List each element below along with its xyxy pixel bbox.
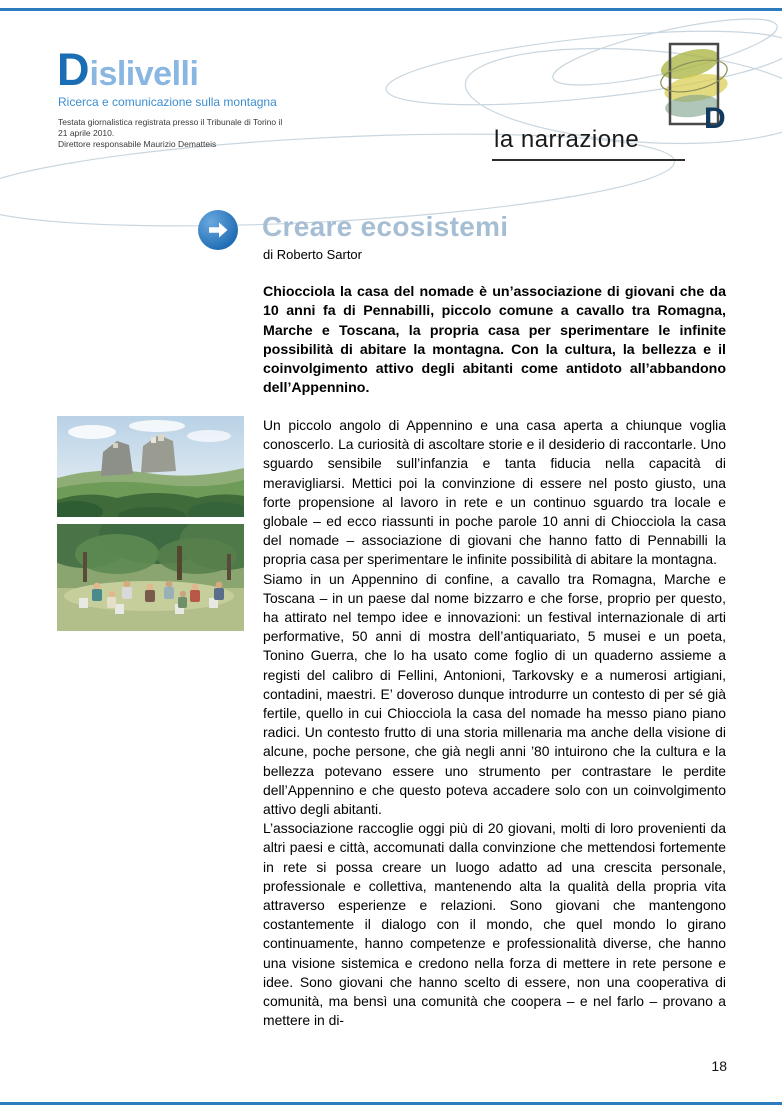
arrow-right-icon [206,218,230,242]
photo-pennabilli-landscape [57,416,244,517]
article-arrow-badge [198,210,238,250]
registration-note [58,117,288,150]
article-title: Creare ecosistemi [262,211,509,242]
top-blue-rule [0,8,782,11]
gathering-photo-illustration [57,524,244,631]
brand-initial: D [57,44,90,95]
brand-wordmark [57,44,198,96]
landscape-photo-illustration [57,416,244,517]
director-line: Direttore responsabile Maurizio Dematteis [58,139,217,149]
bottom-blue-rule [0,1102,782,1105]
registration-line: Testata giornalistica registrata presso il Tribunale di Torino il 21 aprile 2010. [58,117,283,138]
article-paragraph: Siamo in un Appennino di confine, a cavallo tra Romagna, Marche e Toscana – in un paese dal nome bizzarro e che forse, proprio per questo, ha attirato nel tempo idee e innovazioni: un festival internazionale di arti performative, 50 anni di mostra dell’antiquariato, 5 musei e un poeta, Tonino Guerra, che lo ha usato come foglio di un quaderno assieme a registi del calibro di Fellini, Antonioni, Tarkovsky e a numerosi artigiani, contadini, maestri. E’ doveroso dunque introdurre un contesto di per sé già fertile, quello in cui Chiocciola la casa del nomade ha messo piano piano radici. Un contesto frutto di una storia millenaria ma anche della visione di alcune, poche persone, che già negli anni ’80 intuirono che la cultura e la bellezza potevano essere uno strumento per contrastare le perdite dell’Appennino e che questo poteva accadere solo con un coinvolgimento attivo degli abitanti. [263,570,726,818]
photo-outdoor-gathering [57,524,244,631]
brand-tagline: Ricerca e comunicazione sulla montagna [58,95,277,109]
article-lead: Chiocciola la casa del nomade è un’associazione di giovani che da 10 anni fa di Pennabilli, piccolo comune a cavallo tra Romagna, Marche e Toscana, la propria casa per sperimentare le infinite possibilità di abitare la montagna. Con la cultura, la bellezza e il coinvolgimento attivo degli abitanti come antidoto all’abbandono dell’Appennino. [263,284,726,397]
logo-letter: D [704,102,726,135]
article-paragraph: L’associazione raccoglie oggi più di 20 giovani, molti di loro provenienti da altri paesi e città, accomunati dalla convinzione che mettendosi fortemente in rete si possa creare un luogo adatto ad una crescita personale, professionale e collettiva, mantenendo alta la qualità della propria vita attraverso esperienze e relazioni. Sono giovani che mantengono costantemente il dialogo con il mondo, che quel mondo lo girano continuamente, hanno competenze e professionalità diverse, che hanno una visione sistemica e credono nella forza di mettere in rete persone e idee. Sono giovani che hanno scelto di essere, non una cooperativa di comunità, ma bensì una comunità che coopera – e nel farlo – provano a mettere in di- [263,820,726,1029]
page-number: 18 [711,1058,727,1074]
article-paragraph: Un piccolo angolo di Appennino e una casa aperta a chiunque voglia conoscerlo. La curiosità di ascoltare storie e il desiderio di raccontarle. Uno sguardo sensibile sull’infanzia e tanta fiducia nella capacità di meravigliarsi. Mettici poi la convinzione di essere nel posto giusto, una forte propensione al lavoro in rete e un continuo sguardo tra locale e globale – ed ecco riassunti in poche parole 10 anni di Chiocciola la casa del nomade – associazione di giovani che hanno fatto di Pennabilli la propria casa per sperimentare le infinite possibilità di abitare la montagna. [263,417,726,568]
section-underline [492,159,685,161]
brand-rest: islivelli [89,55,199,93]
article-body [263,416,726,1031]
article-byline: di Roberto Sartor [263,247,362,262]
dislivelli-logo-icon [648,36,748,140]
section-label: la narrazione [494,126,640,153]
